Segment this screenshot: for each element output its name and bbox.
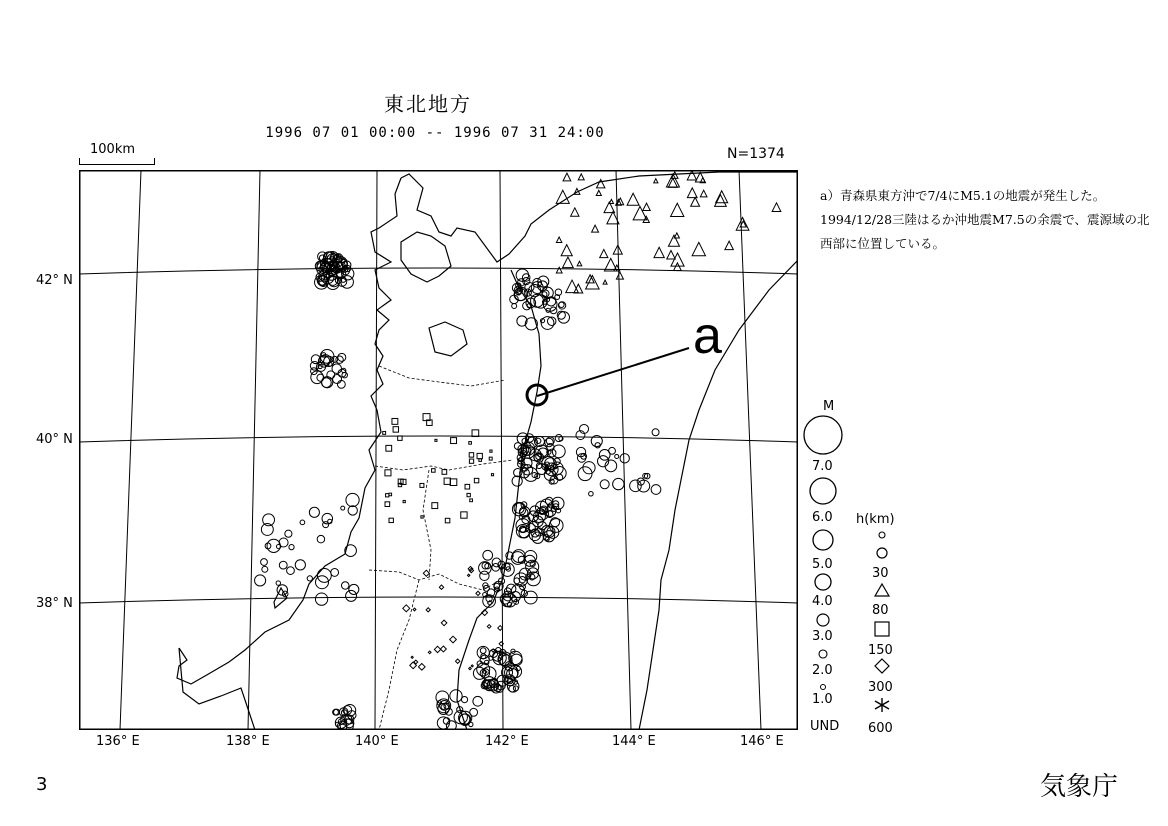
epicenter-marker: [262, 566, 268, 572]
epicenter-marker: [487, 625, 491, 629]
epicenter-marker: [455, 659, 459, 663]
epicenter-marker: [578, 174, 584, 180]
depth-label-80: 80: [872, 603, 889, 618]
epicenter-marker: [596, 190, 601, 195]
asterisk-symbol: [875, 698, 889, 712]
epicenter-marker: [477, 453, 482, 458]
epicenter-marker: [445, 518, 450, 523]
epicenter-marker: [403, 500, 405, 502]
depth-label-600: 600: [868, 721, 893, 736]
epicenter-marker: [421, 516, 423, 518]
epicenter-marker: [261, 559, 268, 566]
lon-label-146: 146° E: [740, 734, 784, 749]
epicenter-marker: [451, 438, 457, 444]
mag-symbol-4: [815, 574, 831, 590]
lon-line-146: [739, 170, 761, 730]
epicenter-marker: [411, 656, 413, 658]
epicenter-marker: [295, 560, 305, 570]
epicenter-marker: [315, 593, 327, 605]
epicenter-marker: [392, 418, 398, 424]
epicenter-marker: [652, 429, 659, 436]
epicenter-marker: [403, 605, 410, 612]
epicenter-marker: [473, 696, 483, 706]
epicenter-marker: [337, 380, 345, 388]
epicenter-marker: [289, 545, 294, 550]
epicenter-marker: [450, 636, 457, 643]
epicenter-marker: [469, 453, 473, 457]
lat-label-40: 40° N: [36, 432, 73, 447]
epicenter-marker: [700, 190, 707, 197]
epicenter-marker: [341, 506, 345, 510]
epicenter-marker: [435, 439, 437, 441]
epicenter-marker: [490, 450, 492, 452]
epicenter-marker: [589, 491, 594, 496]
mag-label-3: 3.0: [812, 629, 833, 644]
epicenter-marker: [420, 483, 424, 487]
epicenter-marker: [317, 535, 324, 542]
epicenter-marker: [480, 648, 486, 654]
epicenter-marker: [674, 263, 682, 271]
epicenter-marker: [687, 171, 696, 180]
epicenter-marker: [489, 457, 492, 460]
epicenter-marker: [467, 574, 469, 576]
epicenter-marker: [307, 576, 312, 581]
epicenter-marker: [461, 512, 467, 518]
epicenter-marker: [630, 480, 642, 492]
epicenter-marker: [476, 591, 480, 595]
epicenter-marker: [472, 430, 479, 437]
mag-symbol-7: [804, 416, 842, 454]
epicenter-marker: [600, 480, 609, 489]
period-label: 1996 07 01 00:00 -- 1996 07 31 24:00: [265, 125, 605, 141]
epicenter-marker: [668, 235, 679, 246]
epicenter-marker: [441, 620, 447, 626]
lon-line-140: [375, 170, 377, 730]
epicenter-marker: [592, 225, 599, 232]
epicenter-marker: [255, 575, 266, 586]
mag-label-7: 7.0: [812, 459, 833, 474]
epicenter-marker: [536, 438, 541, 443]
epicenter-marker: [471, 665, 473, 667]
epicenter-marker: [563, 173, 571, 181]
lon-label-136: 136° E: [96, 734, 140, 749]
epicenter-marker: [336, 356, 343, 363]
epicenter-marker: [556, 237, 561, 242]
epicenter-marker: [389, 518, 393, 522]
epicenter-marker: [393, 427, 398, 432]
mag-label-4: 4.0: [812, 594, 833, 609]
epicenter-marker: [434, 646, 440, 652]
lon-label-140: 140° E: [355, 734, 399, 749]
epicenter-marker: [595, 443, 600, 448]
epicenter-marker: [633, 206, 647, 220]
epicenter-marker: [491, 474, 493, 476]
epicenter-marker: [667, 250, 675, 258]
epicenter-marker: [469, 459, 473, 463]
page-number: 3: [36, 774, 48, 795]
epicenter-map: [79, 170, 798, 730]
epicenter-marker: [654, 247, 664, 257]
mag-symbol-6: [810, 478, 836, 504]
lon-label-138: 138° E: [226, 734, 270, 749]
epicenter-marker: [413, 608, 416, 611]
epicenter-marker: [516, 269, 528, 281]
lon-label-142: 142° E: [485, 734, 529, 749]
epicenter-marker: [398, 436, 402, 440]
epicenter-marker: [333, 375, 342, 384]
epicenter-marker: [469, 667, 472, 670]
depth-symbol-0: [879, 532, 885, 538]
epicenter-marker: [498, 626, 503, 631]
diamond-symbol: [875, 659, 889, 673]
epicenter-marker: [341, 582, 348, 589]
lat-line-38: [79, 597, 798, 603]
epicenter-marker: [566, 280, 579, 293]
epicenter-marker: [577, 261, 582, 266]
epicenter-marker: [426, 608, 430, 612]
epicenter-marker: [695, 172, 705, 182]
depth-label-300: 300: [868, 680, 893, 695]
scale-label: 100km: [90, 142, 136, 157]
epicenter-marker: [586, 275, 600, 289]
epicenter-marker: [444, 478, 450, 484]
epicenter-marker: [300, 520, 305, 525]
epicenter-marker: [428, 651, 431, 654]
epicenter-marker: [671, 203, 684, 216]
epicenter-marker: [609, 447, 616, 454]
epicenter-marker: [386, 494, 389, 497]
prefecture-boundaries: [369, 366, 513, 730]
epicenter-marker: [491, 649, 494, 652]
epicenter-marker: [285, 530, 292, 537]
epicenter-marker: [470, 499, 473, 502]
epicenter-marker: [331, 568, 339, 576]
epicenter-marker: [736, 218, 749, 231]
epicenter-marker: [552, 497, 564, 509]
mag-label-6: 6.0: [812, 510, 833, 525]
epicenter-marker: [279, 561, 287, 569]
triangle-symbol: [875, 584, 889, 596]
epicenter-marker: [498, 658, 501, 661]
epicenter-marker: [439, 585, 443, 589]
epicenter-marker: [287, 567, 295, 575]
epicenter-marker: [561, 245, 572, 256]
epicenter-marker: [532, 532, 543, 543]
mag-symbol-5: [813, 530, 833, 550]
event-count: N=1374: [727, 146, 785, 162]
mag-symbol-1: [821, 685, 826, 690]
map-legend: [800, 395, 910, 740]
epicenter-marker: [651, 485, 661, 495]
epicenter-symbols: [255, 171, 781, 730]
epicenter-marker: [467, 493, 470, 496]
epicenter-marker: [450, 690, 462, 702]
epicenter-marker: [687, 188, 697, 198]
epicenter-marker: [469, 442, 472, 445]
epicenter-marker: [418, 663, 425, 670]
legend-magnitude-header: M: [823, 399, 835, 414]
lat-label-42: 42° N: [36, 273, 73, 288]
epicenter-marker: [383, 431, 386, 434]
epicenter-marker: [450, 479, 457, 486]
depth-label-150: 150: [868, 643, 893, 658]
epicenter-marker: [276, 581, 280, 585]
epicenter-marker: [309, 507, 319, 517]
square-symbol: [875, 622, 889, 636]
epicenter-marker: [317, 569, 331, 583]
epicenter-marker: [654, 179, 658, 183]
epicenter-marker: [265, 543, 271, 549]
epicenter-marker: [470, 708, 478, 716]
epicenter-marker: [348, 506, 357, 515]
epicenter-marker: [483, 550, 493, 560]
epicenter-marker: [385, 502, 390, 507]
mag-label-und: UND: [810, 719, 840, 734]
epicenter-marker: [432, 469, 436, 473]
epicenter-marker: [432, 503, 438, 509]
epicenter-marker: [474, 478, 478, 482]
epicenter-marker: [643, 203, 650, 210]
annotation-letter-a: a: [693, 307, 722, 365]
annotation-leader-line: [537, 348, 689, 396]
epicenter-marker: [332, 364, 342, 374]
epicenter-marker: [600, 249, 608, 257]
epicenter-marker: [492, 558, 501, 567]
lon-line-136: [120, 170, 141, 730]
lat-label-38: 38° N: [36, 596, 73, 611]
scale-bar: [79, 158, 155, 165]
epicenter-marker: [563, 257, 574, 268]
lat-line-42: [79, 268, 798, 274]
epicenter-marker: [442, 470, 447, 475]
epicenter-marker: [385, 470, 391, 476]
epicenter-marker: [346, 590, 357, 601]
map-border: [80, 171, 798, 730]
epicenter-marker: [346, 493, 359, 506]
mag-label-5: 5.0: [812, 557, 833, 572]
depth-label-30: 30: [872, 566, 889, 581]
epicenter-marker: [465, 484, 470, 489]
map-title: 東北地方: [384, 92, 472, 116]
lon-label-144: 144° E: [612, 734, 656, 749]
epicenter-marker: [386, 445, 392, 451]
epicenter-marker: [772, 203, 781, 212]
mag-symbol-2: [819, 650, 827, 658]
circle-symbol: [877, 548, 887, 558]
mag-symbol-3: [817, 614, 829, 626]
epicenter-marker: [389, 493, 392, 496]
epicenter-marker: [349, 584, 359, 594]
epicenter-marker: [556, 267, 562, 273]
epicenter-marker: [440, 646, 446, 652]
epicenter-marker: [423, 570, 429, 576]
epicenter-marker: [613, 478, 624, 489]
epicenter-marker: [558, 312, 570, 324]
epicenter-marker: [559, 302, 564, 307]
epicenter-marker: [509, 685, 515, 691]
epicenter-marker: [603, 280, 607, 284]
epicenter-marker: [692, 242, 705, 255]
epicenter-marker: [571, 208, 579, 216]
legend-depth-header: h(km): [856, 512, 895, 527]
mag-label-1: 1.0: [812, 692, 833, 707]
epicenter-marker: [436, 691, 449, 704]
epicenter-marker: [267, 539, 280, 552]
epicenter-marker: [620, 454, 629, 463]
epicenter-marker: [512, 476, 522, 486]
epicenter-marker: [615, 454, 619, 458]
agency-name: 気象庁: [1040, 772, 1119, 802]
epicenter-marker: [691, 197, 700, 206]
graticule: [79, 170, 798, 730]
epicenter-marker: [627, 193, 639, 205]
annotation-note: a）青森県東方沖で7/4にM5.1の地震が発生した。1994/12/28三陸はるか沖地震M7.5の余震で、震源域の北西部に位置している。: [820, 188, 1150, 251]
epicenter-marker: [725, 241, 733, 249]
epicenter-marker: [616, 272, 623, 279]
epicenter-marker: [512, 303, 517, 308]
mag-label-2: 2.0: [812, 663, 833, 678]
